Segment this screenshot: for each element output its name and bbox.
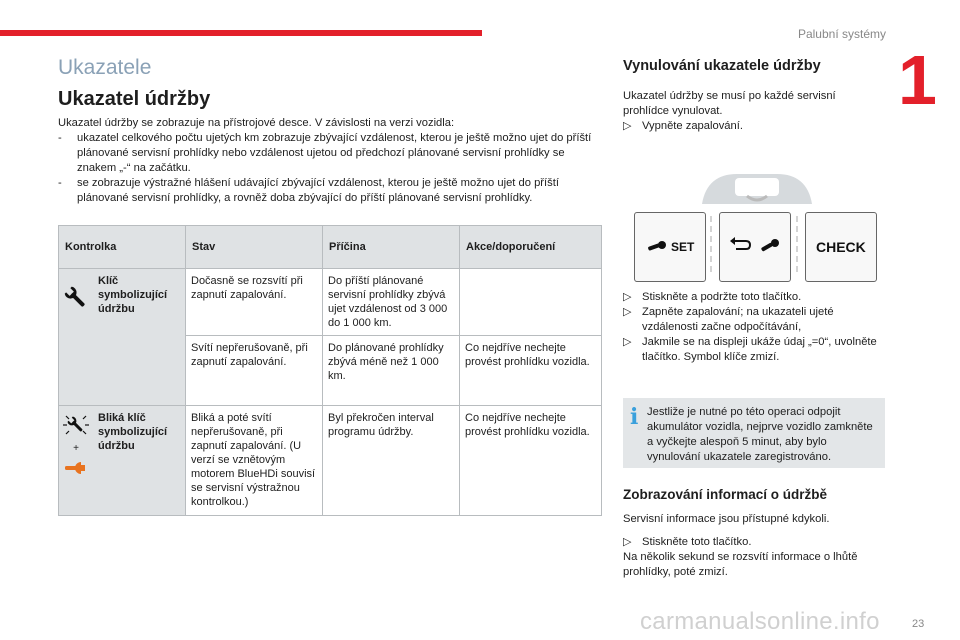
orange-wrench-icon xyxy=(61,460,91,476)
table-cell: Co nejdříve nechejte provést prohlídku vozidla. xyxy=(460,336,602,406)
reset-intro: Ukazatel údržby se musí po každé servisní prohlídce vynulovat. ▷ Vypněte zapalování. xyxy=(623,89,883,134)
table-cell: Dočasně se rozsvítí při zapnutí zapalování. xyxy=(186,269,323,336)
watermark: carmanualsonline.info xyxy=(640,608,880,635)
reset-button[interactable] xyxy=(719,212,791,282)
bullet-item: - ukazatel celkového počtu ujetých km zobrazuje zbývající vzdálenost, kterou je ještě možno ujet do příští plánované servisní prohlídky nebo vzdálenost ujetou od předchozí plánované servisní prohlídky se znakem „-“ na začátku. xyxy=(58,132,592,174)
plus-sign: + xyxy=(73,443,79,454)
table-cell: Do příští plánované servisní prohlídky zbývá ujet vzdálenost od 3 000 do 1 000 km. xyxy=(323,269,460,336)
step-bullet: ▷ xyxy=(623,291,632,303)
step-item: ▷ Vypněte zapalování. xyxy=(623,120,743,132)
subsection-title: Ukazatel údržby xyxy=(58,88,211,110)
step-bullet: ▷ xyxy=(623,120,632,132)
step-item: ▷ Zapněte zapalování; na ukazateli ujeté vzdálenosti začne odpočítávání, xyxy=(623,306,834,333)
table-row xyxy=(59,269,602,336)
indicator-name: Klíč symbolizující údržbu xyxy=(93,269,186,406)
reset-steps xyxy=(623,290,885,365)
step-item: ▷ Jakmile se na displeji ukáže údaj „=0“, uvolněte tlačítko. Symbol klíče zmizí. xyxy=(623,336,877,363)
indicator-icon-cell xyxy=(59,406,94,516)
display-info-title: Zobrazování informací o údržbě xyxy=(623,487,828,502)
wrench-icon xyxy=(760,238,780,254)
chapter-number: 1 xyxy=(898,41,937,119)
table-row xyxy=(59,406,602,516)
col-header: Kontrolka xyxy=(59,226,186,269)
set-button[interactable] xyxy=(634,212,706,282)
set-label: SET xyxy=(671,240,695,254)
col-header: Akce/doporučení xyxy=(460,226,602,269)
return-arrow-icon xyxy=(728,236,752,254)
table-cell: Co nejdříve nechejte provést prohlídku vozidla. xyxy=(460,406,602,516)
display-info-text: Servisní informace jsou přístupné kdykoli. ▷ Stiskněte toto tlačítko. Na několik sekund se rozsvítí informace o lhůtě prohlídky, poté zmizí. xyxy=(623,512,885,580)
step-item: ▷ Stiskněte a podržte toto tlačítko. xyxy=(623,291,802,303)
check-button[interactable] xyxy=(805,212,877,282)
wrench-icon xyxy=(61,283,91,313)
instrument-panel-illustration xyxy=(697,168,817,208)
step-bullet: ▷ xyxy=(623,336,632,348)
section-title: Ukazatele xyxy=(58,56,152,79)
info-icon: i xyxy=(630,404,639,430)
step-bullet: ▷ xyxy=(623,306,632,318)
intro-paragraph: Ukazatel údržby se zobrazuje na přístrojové desce. V závislosti na verzi vozidla: xyxy=(58,117,455,129)
col-header: Příčina xyxy=(323,226,460,269)
wrench-icon xyxy=(647,240,667,254)
intro-text xyxy=(58,116,603,206)
table-cell: Svítí nepřerušovaně, při zapnutí zapalování. xyxy=(186,336,323,406)
step-bullet: ▷ xyxy=(623,536,632,548)
header-red-bar xyxy=(0,30,482,36)
indicator-icon-cell xyxy=(59,269,94,406)
separator xyxy=(709,216,713,276)
bullet-item: - se zobrazuje výstražné hlášení udávající zbývající vzdálenost, kterou je ještě možno ujet do příští plánované servisní prohlídky, a rovněž doba zbývající do příští plánované servisní prohlídky. xyxy=(58,177,559,204)
table-cell: Byl překročen interval programu údržby. xyxy=(323,406,460,516)
info-text: Jestliže je nutné po této operaci odpojit akumulátor vozidla, nejprve vozidlo zamkněte a vyčkejte alespoň 5 minut, aby bylo vynulování ukazatele zaregistrováno. xyxy=(647,406,873,463)
table-cell: Do plánované prohlídky zbývá méně než 1 000 km. xyxy=(323,336,460,406)
page-number: 23 xyxy=(912,618,925,630)
step-item: ▷ Stiskněte toto tlačítko. xyxy=(623,536,752,548)
table-cell xyxy=(460,269,602,336)
maintenance-table xyxy=(58,225,602,516)
flashing-wrench-icon xyxy=(61,410,91,440)
check-label: CHECK xyxy=(816,239,866,255)
table-header-row xyxy=(59,226,602,269)
header-title: Palubní systémy xyxy=(797,27,886,41)
reset-title: Vynulování ukazatele údržby xyxy=(623,58,821,74)
col-header: Stav xyxy=(186,226,323,269)
separator xyxy=(795,216,799,276)
indicator-name: Bliká klíč symbolizující údržbu xyxy=(93,406,186,516)
table-cell: Bliká a poté svítí nepřerušovaně, při zapnutí zapalování. (U verzí se vznětovým motorem BlueHDi souvisí se servisní výstražnou kontrolkou.) xyxy=(186,406,323,516)
